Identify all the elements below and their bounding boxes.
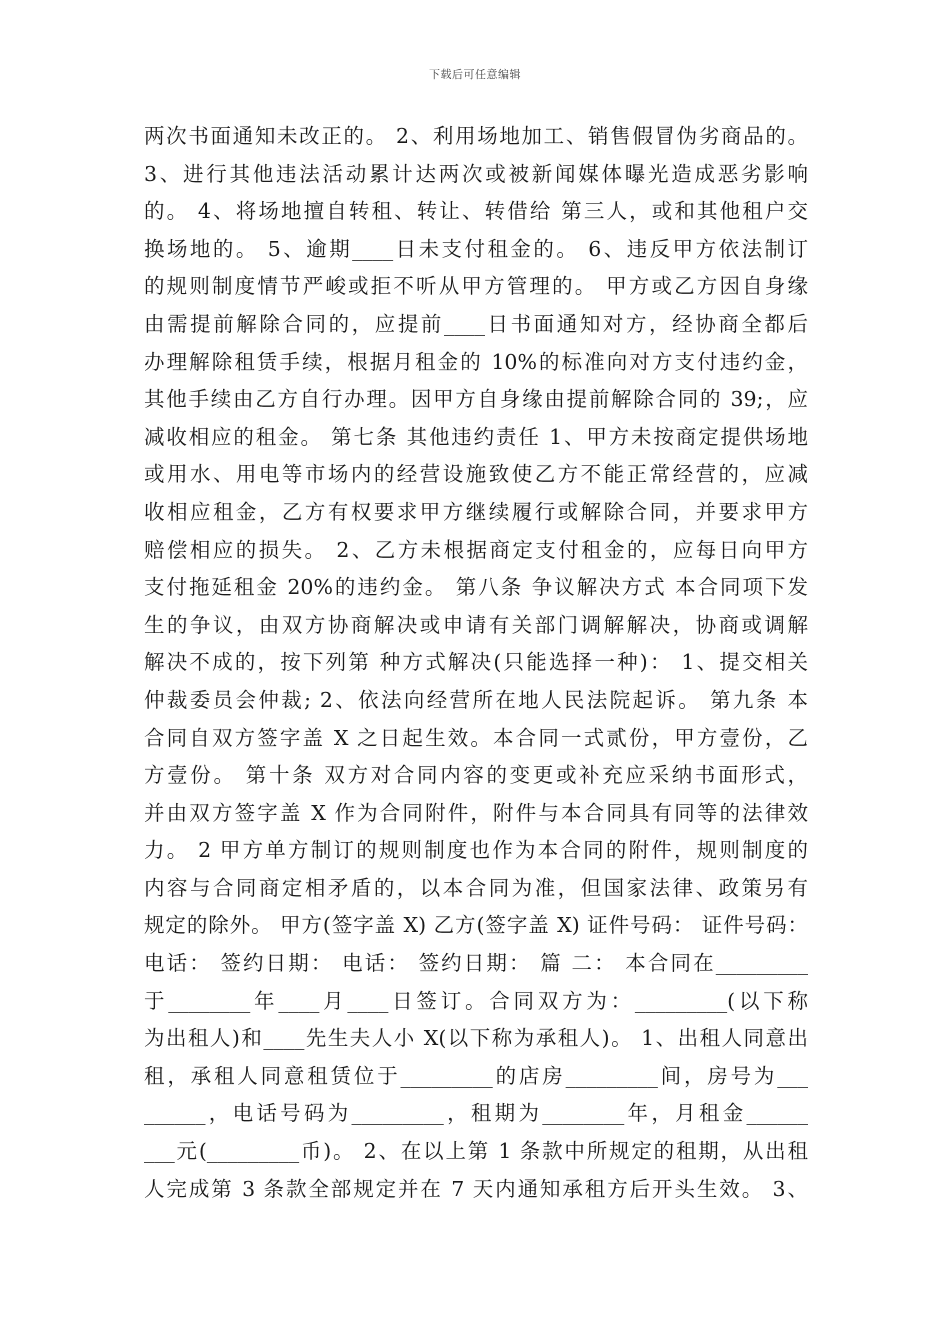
text-line: 人完成第 3 条款全部规定并在 7 天内通知承租方后开头生效。 3、 — [144, 1176, 808, 1201]
text-line: 合同自双方签字盖 X 之日起生效。本合同一式贰份，甲方壹份，乙 — [144, 725, 808, 750]
text-line: 为出租人)和____先生夫人小 X(以下称为承租人)。 1、出租人同意出 — [144, 1026, 808, 1051]
contract-body-text — [144, 118, 808, 1208]
text-line: 方壹份。 第十条 双方对合同内容的变更或补充应采纳书面形式， — [144, 763, 808, 788]
text-line: 收相应租金，乙方有权要求甲方继续履行或解除合同，并要求甲方 — [144, 499, 808, 524]
text-line: 仲裁委员会仲裁; 2、依法向经营所在地人民法院起诉。 第九条 本 — [144, 687, 808, 712]
text-line: 支付拖延租金 20%的违约金。 第八条 争议解决方式 本合同项下发 — [144, 575, 808, 600]
text-line: 内容与合同商定相矛盾的，以本合同为准，但国家法律、政策另有 — [144, 875, 808, 900]
text-line: 解决不成的，按下列第 种方式解决(只能选择一种)： 1、提交相关 — [144, 650, 808, 675]
text-line: 两次书面通知未改正的。 2、利用场地加工、销售假冒伪劣商品的。 — [144, 124, 808, 148]
text-line: 的。 4、将场地擅自转租、转让、转借给 第三人，或和其他租户交 — [144, 199, 808, 224]
text-line: ___元(_________币)。 2、在以上第 1 条款中所规定的租期，从出租 — [144, 1139, 808, 1164]
text-line: 于________年____月____日签订。合同双方为：_________(以下称 — [144, 988, 808, 1013]
text-line: 并由双方签字盖 X 作为合同附件，附件与本合同具有同等的法律效 — [144, 800, 808, 825]
text-line: 赔偿相应的损失。 2、乙方未根据商定支付租金的，应每日向甲方 — [144, 537, 808, 562]
text-line: 生的争议，由双方协商解决或申请有关部门调解解决，协商或调解 — [144, 612, 808, 637]
text-line: 的规则制度情节严峻或拒不听从甲方管理的。 甲方或乙方因自身缘 — [144, 274, 808, 299]
text-line: 或用水、用电等市场内的经营设施致使乙方不能正常经营的，应减 — [144, 462, 808, 487]
text-line: 换场地的。 5、逾期____日未支付租金的。 6、违反甲方依法制订 — [144, 236, 808, 261]
text-line: 规定的除外。 甲方(签字盖 X) 乙方(签字盖 X) 证件号码： 证件号码： — [144, 913, 808, 938]
text-line: 3、进行其他违法活动累计达两次或被新闻媒体曝光造成恶劣影响 — [144, 161, 808, 186]
text-line: 减收相应的租金。 第七条 其他违约责任 1、甲方未按商定提供场地 — [144, 424, 808, 449]
page-header: 下载后可任意编辑 — [429, 68, 521, 81]
text-line: 租，承租人同意租赁位于_________的店房_________间，房号为___ — [144, 1063, 808, 1088]
text-line: 由需提前解除合同的，应提前____日书面通知对方，经协商全都后 — [144, 311, 808, 336]
text-line: ______，电话号码为_________，租期为________年，月租金______ — [144, 1101, 808, 1126]
text-line: 电话： 签约日期： 电话： 签约日期： 篇 二： 本合同在_________ — [144, 951, 808, 976]
text-line: 办理解除租赁手续，根据月租金的 10%的标准向对方支付违约金， — [144, 349, 808, 374]
text-line: 力。 2 甲方单方制订的规则制度也作为本合同的附件，规则制度的 — [144, 838, 808, 863]
text-line: 其他手续由乙方自行办理。因甲方自身缘由提前解除合同的 39;，应 — [144, 387, 808, 412]
